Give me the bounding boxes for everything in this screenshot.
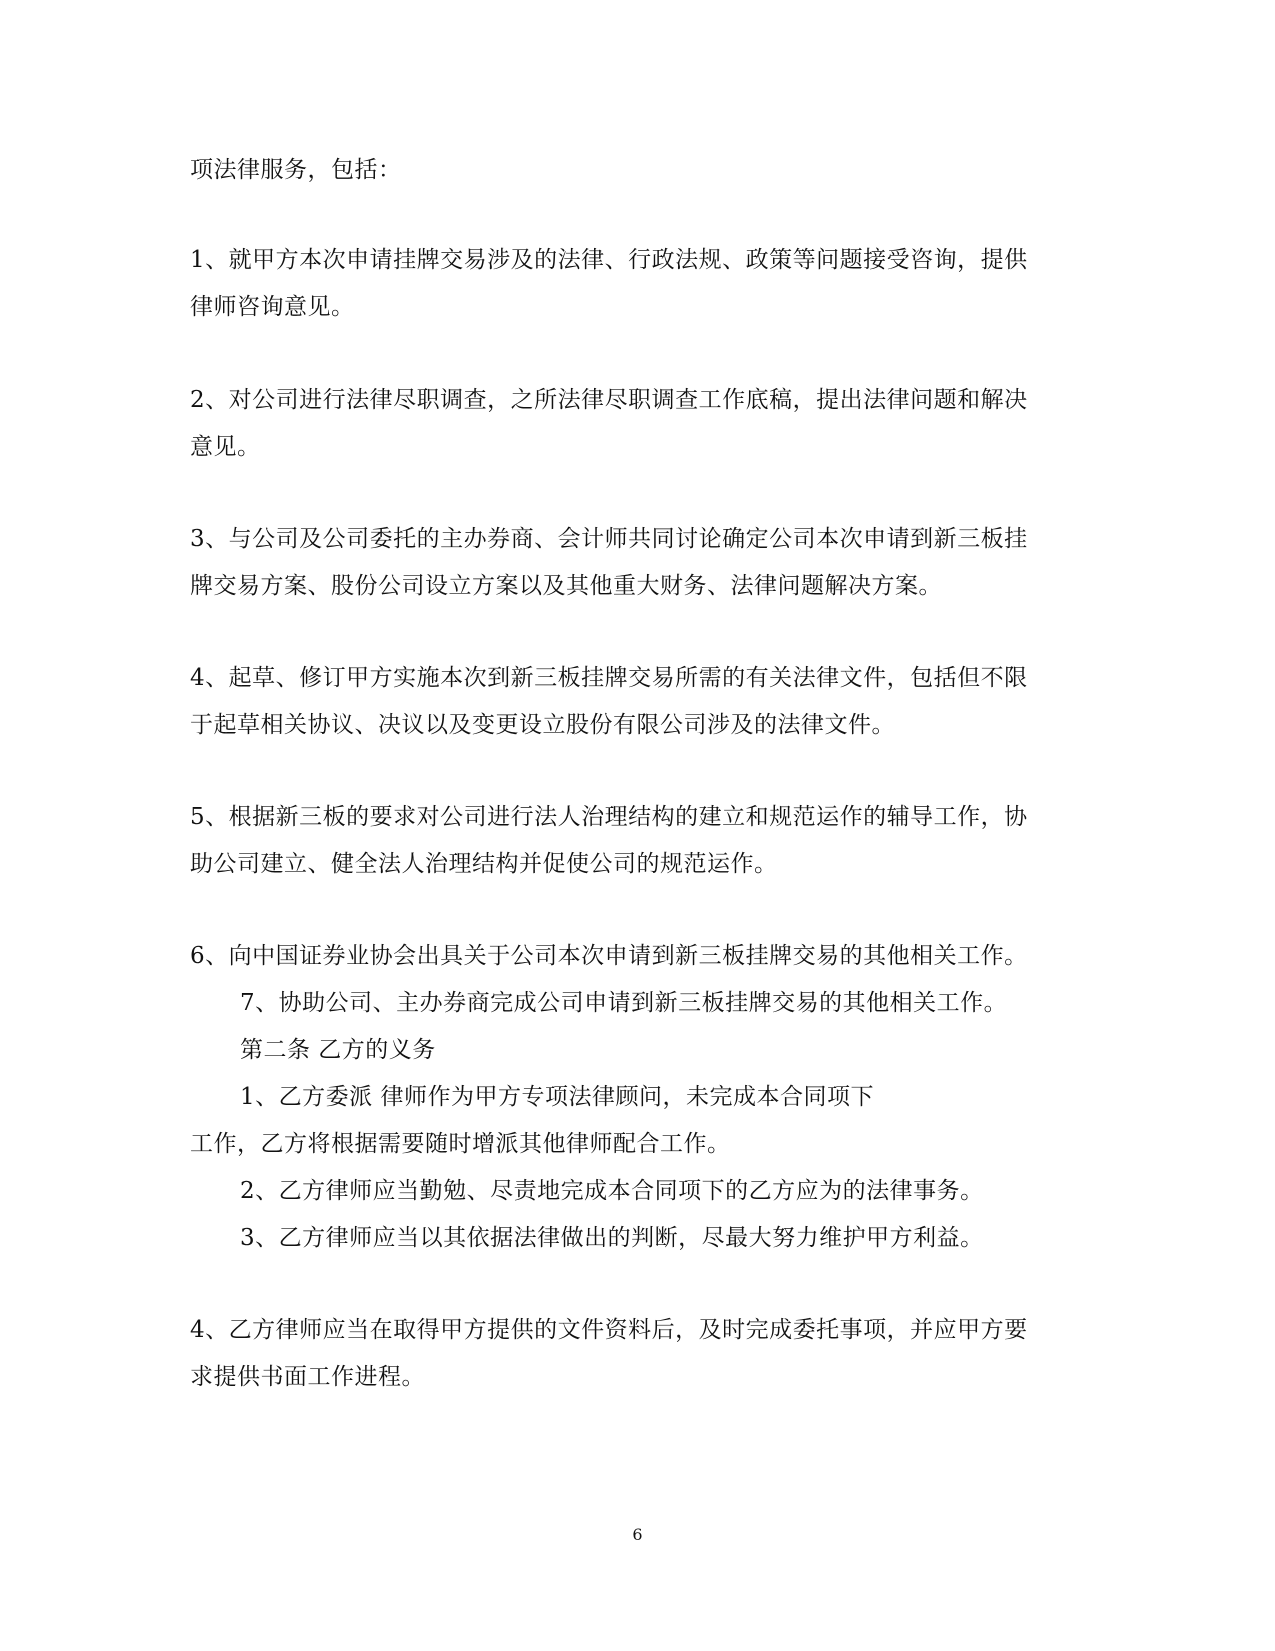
text-line: 律师咨询意见。: [190, 294, 355, 320]
text-line: 4、起草、修订甲方实施本次到新三板挂牌交易所需的有关法律文件，包括但不限: [190, 665, 1028, 691]
text-line: 3、与公司及公司委托的主办券商、会计师共同讨论确定公司本次申请到新三板挂: [190, 526, 1028, 552]
text-line: 5、根据新三板的要求对公司进行法人治理结构的建立和规范运作的辅导工作，协: [190, 804, 1028, 830]
text-line: 助公司建立、健全法人治理结构并促使公司的规范运作。: [190, 851, 778, 877]
text-line: 6、向中国证券业协会出具关于公司本次申请到新三板挂牌交易的其他相关工作。: [190, 943, 1028, 969]
text-line: 牌交易方案、股份公司设立方案以及其他重大财务、法律问题解决方案。: [190, 573, 942, 599]
section-heading: 第二条 乙方的义务: [240, 1037, 436, 1063]
text-line: 1、就甲方本次申请挂牌交易涉及的法律、行政法规、政策等问题接受咨询，提供: [190, 247, 1028, 273]
text-line: 4、乙方律师应当在取得甲方提供的文件资料后，及时完成委托事项，并应甲方要: [190, 1317, 1028, 1343]
page-number: 6: [632, 1525, 643, 1544]
text-line: 2、对公司进行法律尽职调查，之所法律尽职调查工作底稿，提出法律问题和解决: [190, 387, 1028, 413]
text-line: 项法律服务，包括：: [190, 157, 402, 183]
text-line: 1、乙方委派 律师作为甲方专项法律顾问，未完成本合同项下: [240, 1084, 874, 1110]
text-line: 求提供书面工作进程。: [190, 1364, 425, 1390]
text-line: 2、乙方律师应当勤勉、尽责地完成本合同项下的乙方应为的法律事务。: [240, 1178, 984, 1204]
text-line: 意见。: [190, 434, 261, 460]
text-line: 7、协助公司、主办券商完成公司申请到新三板挂牌交易的其他相关工作。: [240, 990, 1008, 1016]
text-line: 工作，乙方将根据需要随时增派其他律师配合工作。: [190, 1131, 731, 1157]
text-line: 3、乙方律师应当以其依据法律做出的判断，尽最大努力维护甲方利益。: [240, 1225, 984, 1251]
text-line: 于起草相关协议、决议以及变更设立股份有限公司涉及的法律文件。: [190, 712, 895, 738]
